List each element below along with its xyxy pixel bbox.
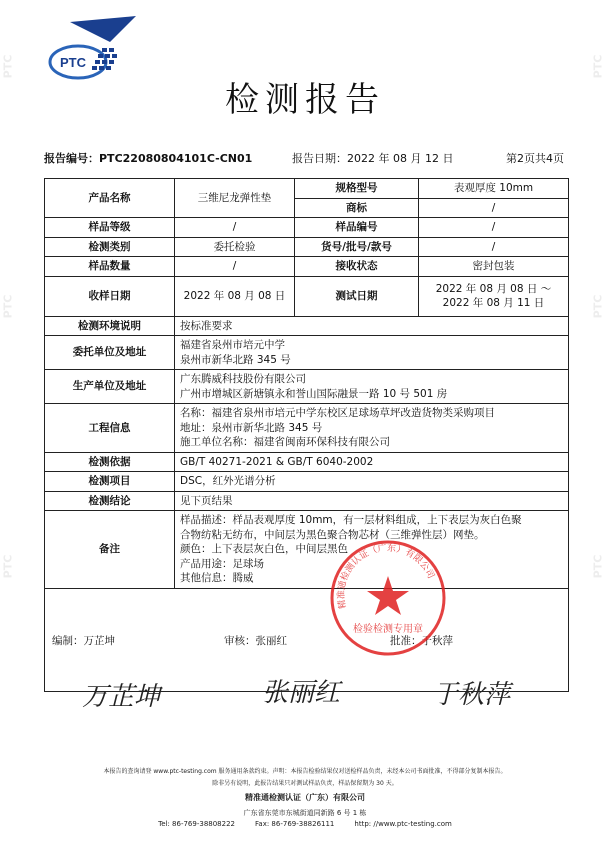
qty: /	[175, 257, 295, 277]
receive-date: 2022 年 08 月 08 日	[175, 276, 295, 316]
test-date-label: 测试日期	[295, 276, 419, 316]
approver-signature: 于秋萍	[432, 680, 511, 710]
trademark: /	[419, 198, 569, 218]
reviewer-label: 审核：张丽红	[224, 635, 287, 647]
product-name: 三维尼龙弹性垫	[175, 179, 295, 218]
report-table	[44, 178, 569, 692]
approver-label: 批准：于秋萍	[390, 635, 453, 647]
compiler-signature: 万芷坤	[82, 682, 161, 712]
svg-text:PTC: PTC	[60, 55, 86, 70]
footer-address: 广东省东莞市东城街道同新路 6 号 1 栋	[243, 809, 367, 817]
watermark: PTC	[1, 54, 15, 79]
batch: /	[419, 237, 569, 257]
receive-date-label: 收样日期	[45, 276, 175, 316]
watermark: PTC	[591, 554, 605, 579]
conclusion: 见下页结果	[175, 491, 569, 511]
qty-label: 样品数量	[45, 257, 175, 277]
items-label: 检测项目	[45, 472, 175, 492]
official-seal	[328, 538, 448, 658]
grade: /	[175, 218, 295, 238]
compiler-label: 编制：万芷坤	[52, 635, 115, 647]
svg-text:检验检测专用章: 检验检测专用章	[353, 624, 423, 635]
trademark-label: 商标	[295, 198, 419, 218]
report-date: 报告日期：2022 年 08 月 12 日	[292, 152, 454, 165]
conclusion-label: 检测结论	[45, 491, 175, 511]
remark-label: 备注	[45, 511, 175, 589]
batch-label: 货号/批号/款号	[295, 237, 419, 257]
page-title: 检测报告	[225, 80, 385, 120]
maker-label: 生产单位及地址	[45, 370, 175, 404]
env: 按标准要求	[175, 316, 569, 336]
receive-state: 密封包装	[419, 257, 569, 277]
footer-contacts: Tel: 86-769-38808222 Fax: 86-769-38826111 http: //www.ptc-testing.com	[158, 820, 452, 828]
project: 名称：福建省泉州市培元中学东校区足球场草坪改造货物类采购项目 地址：泉州市新华北路 345 号 施工单位名称：福建省闽南环保科技有限公司	[175, 404, 569, 453]
basis: GB/T 40271-2021 & GB/T 6040-2002	[175, 452, 569, 472]
remark: 样品描述：样品表观厚度 10mm，有一层材料组成，上下表层为灰白色聚 合物纺粘无纺布，中间层为黑色聚合物芯材（三维弹性层）网垫。 颜色：上下表层灰白色，中间层黑色 产品用途：足球场 其他信息：腾威	[175, 511, 569, 589]
watermark: PTC	[591, 294, 605, 319]
footer-company: 精准通检测认证（广东）有限公司	[245, 793, 365, 802]
reviewer-signature: 张丽红	[262, 678, 341, 708]
receive-state-label: 接收状态	[295, 257, 419, 277]
sample-no-label: 样品编号	[295, 218, 419, 238]
project-label: 工程信息	[45, 404, 175, 453]
test-date: 2022 年 08 月 08 日 ～ 2022 年 08 月 11 日	[419, 276, 569, 316]
product-name-label: 产品名称	[45, 179, 175, 218]
client: 福建省泉州市培元中学 泉州市新华北路 345 号	[175, 336, 569, 370]
svg-text:精准通检测认证（广东）有限公司: 精准通检测认证（广东）有限公司	[336, 543, 436, 610]
basis-label: 检测依据	[45, 452, 175, 472]
footer-line1: 本报告的查询请登 www.ptc-testing.com 服务通用条款约束。声明：本报告检验结果仅对送检样品负责，未经本公司书面批准，不得部分复制本报告。	[103, 768, 507, 775]
report-number: 报告编号：PTC22080804101C-CN01	[44, 152, 253, 165]
grade-label: 样品等级	[45, 218, 175, 238]
footer-line2: 除非另有说明，此报告结果只对测试样品负责，样品保留期为 30 天。	[212, 780, 398, 787]
watermark: PTC	[591, 54, 605, 79]
client-label: 委托单位及地址	[45, 336, 175, 370]
items: DSC，红外光谱分析	[175, 472, 569, 492]
spec-label: 规格型号	[295, 179, 419, 199]
maker: 广东腾威科技股份有限公司 广州市增城区新塘镇永和誉山国际融景一路 10 号 501 房	[175, 370, 569, 404]
page-number: 第2页共4页	[506, 152, 564, 165]
spec: 表观厚度 10mm	[419, 179, 569, 199]
test-type: 委托检验	[175, 237, 295, 257]
watermark: PTC	[1, 294, 15, 319]
env-label: 检测环境说明	[45, 316, 175, 336]
test-type-label: 检测类别	[45, 237, 175, 257]
watermark: PTC	[1, 554, 15, 579]
sample-no: /	[419, 218, 569, 238]
